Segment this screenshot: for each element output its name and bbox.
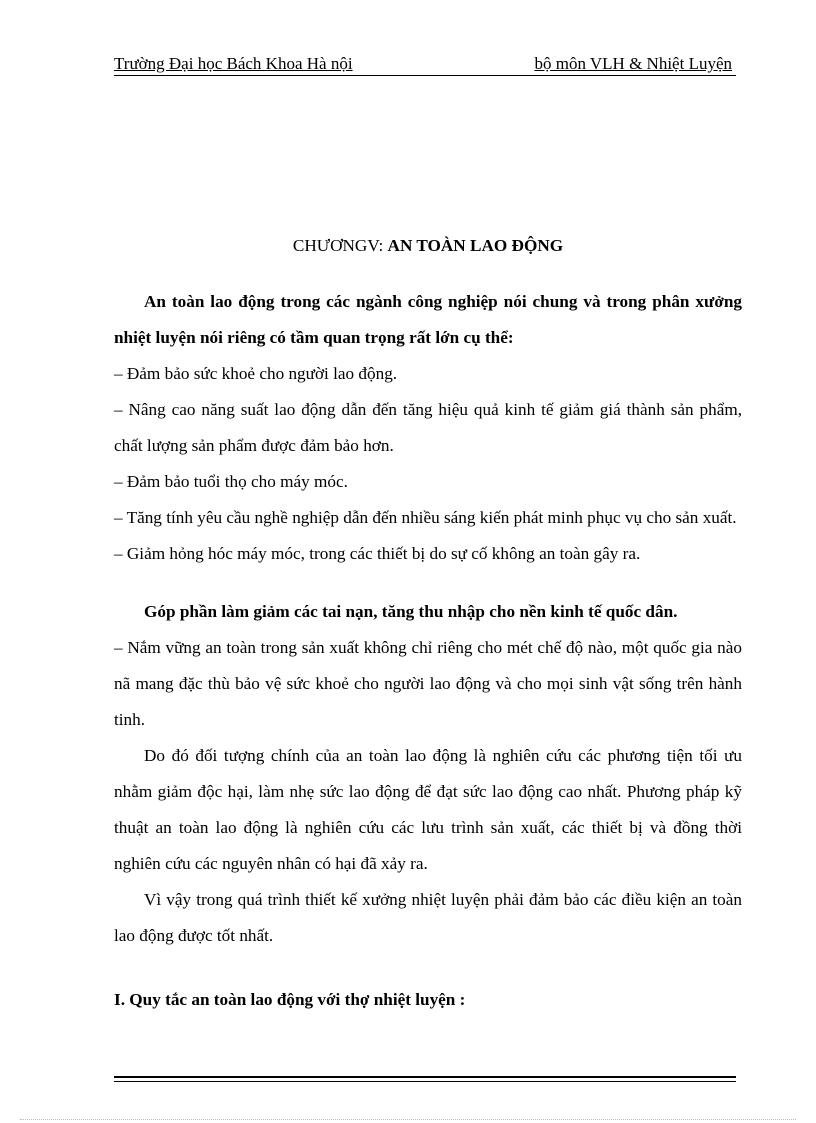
spacer (114, 954, 742, 982)
list-item: – Giảm hỏng hóc máy móc, trong các thiết bị do sự cố không an toàn gây ra. (114, 544, 641, 563)
chapter-prefix: CHƯƠNGV: (292, 236, 388, 255)
list-item: – Đảm bảo tuổi thọ cho máy móc. (114, 472, 348, 491)
chapter-name: AN TOÀN LAO ĐỘNG (387, 236, 564, 255)
list-item: – Tăng tính yêu cầu nghề nghiệp dẫn đến nhiều sáng kiến phát minh phục vụ cho sản xuất. (114, 508, 737, 527)
list-item: – Đảm bảo sức khoẻ cho người lao động. (114, 364, 398, 383)
list-item: – Nắm vững an toàn trong sản xuất không chỉ riêng cho mét chế độ nào, một quốc gia nào nã mang đặc thù bảo vệ sức khoẻ cho người lao động và cho mọi sinh vật sống trên hành tinh. (114, 638, 742, 729)
intro-paragraph: An toàn lao động trong các ngành công nghiệp nói chung và trong phân xưởng nhiệt luyện nói riêng có tầm quan trọng rất lớn cụ thể: (114, 292, 742, 347)
spacer (114, 260, 742, 284)
section-heading: I. Quy tắc an toàn lao động với thợ nhiệt luyện : (114, 990, 466, 1009)
page-break-line (20, 1119, 796, 1120)
footer-rule (114, 1076, 736, 1078)
list-item: – Nâng cao năng suất lao động dẫn đến tăng hiệu quả kinh tế giảm giá thành sản phẩm, chất lượng sản phẩm được đảm bảo hơn. (114, 400, 742, 455)
header-institution: Trường Đại học Bách Khoa Hà nội (114, 54, 353, 73)
page-body (114, 232, 742, 1018)
emphasis-paragraph: Góp phần làm giảm các tai nạn, tăng thu nhập cho nền kinh tế quốc dân. (144, 602, 678, 621)
body-paragraph: Do đó đối tượng chính của an toàn lao động là nghiên cứu các phương tiện tối ưu nhằm giảm độc hại, làm nhẹ sức lao động để đạt sức lao động cao nhất. Phương pháp kỹ thuật an toàn lao động là nghiên cứu các lưu trình sản xuất, các thiết bị và đồng thời nghiên cứu các nguyên nhân có hại đã xảy ra. (114, 746, 742, 873)
spacer (114, 572, 742, 594)
chapter-title (114, 232, 742, 260)
footer-rule (114, 1081, 736, 1082)
header-department: bộ môn VLH & Nhiệt Luyện (534, 54, 732, 73)
page-header (114, 54, 736, 74)
body-paragraph: Vì vậy trong quá trình thiết kế xưởng nhiệt luyện phải đảm bảo các điều kiện an toàn lao động được tốt nhất. (114, 890, 742, 945)
header-rule (114, 75, 736, 76)
